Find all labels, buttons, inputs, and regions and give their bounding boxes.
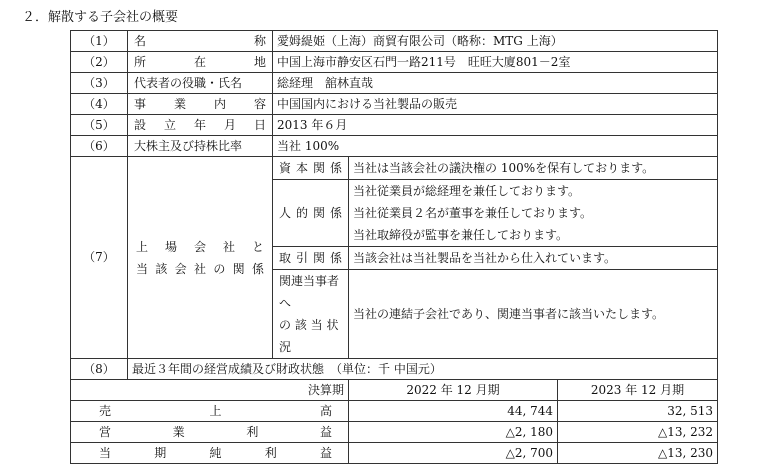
row-number: （4） xyxy=(71,94,128,115)
label-char: 資 xyxy=(279,160,292,175)
row-value: 当社 100% xyxy=(273,136,718,157)
label-char: 該 xyxy=(155,261,168,276)
label-char: 本 xyxy=(295,160,308,175)
financial-value: 32, 513 xyxy=(558,401,718,422)
label-char: 社 xyxy=(222,239,235,254)
label-char: 場 xyxy=(164,239,177,254)
row-value: 中国上海市静安区石門一路211号 旺旺大廈801－2室 xyxy=(273,52,718,73)
row-value: 総経理 舘林直哉 xyxy=(273,73,718,94)
row-number: （8） xyxy=(71,359,128,380)
label-char: 営 xyxy=(99,424,112,439)
relation-sub-label xyxy=(273,247,349,270)
period-year: 2023 年 12 月期 xyxy=(558,380,718,401)
label-char: 高 xyxy=(319,403,332,418)
overview-row xyxy=(71,73,718,94)
label-char: 関 xyxy=(312,160,325,175)
label-char: 内 xyxy=(213,96,226,111)
relation-value xyxy=(349,157,718,180)
label-char: 容 xyxy=(253,96,266,111)
financial-label xyxy=(71,443,349,464)
relation-row xyxy=(71,157,718,180)
row-label: 代表者の役職・氏名 xyxy=(128,73,273,94)
financial-header-row xyxy=(71,380,718,401)
row-number: （7） xyxy=(71,157,128,359)
label-char: 取 xyxy=(279,250,292,265)
label-char: の xyxy=(213,261,226,276)
financial-value: △2, 700 xyxy=(349,443,558,464)
row-label: 大株主及び持株比率 xyxy=(128,136,273,157)
relation-sub-label-line: の 該 当 状 況 xyxy=(279,318,339,354)
label-char: 係 xyxy=(329,205,342,220)
relation-sub-label xyxy=(273,157,349,180)
label-char: 当 xyxy=(136,261,149,276)
label-char: 関 xyxy=(312,205,325,220)
overview-row xyxy=(71,94,718,115)
row-label xyxy=(128,52,273,73)
period-label: 決算期 xyxy=(71,380,349,401)
period-year: 2022 年 12 月期 xyxy=(349,380,558,401)
financial-row xyxy=(71,443,718,464)
financial-value: △13, 230 xyxy=(558,443,718,464)
label-char: 月 xyxy=(223,117,236,132)
relation-value xyxy=(349,270,718,359)
financial-title: 最近３年間の経営成績及び財政状態 （単位：千 中国元） xyxy=(128,359,718,380)
row-label xyxy=(128,115,273,136)
label-char: 利 xyxy=(246,424,259,439)
label-char: 期 xyxy=(154,445,167,460)
financial-row xyxy=(71,422,718,443)
label-char: 売 xyxy=(99,403,112,418)
label-char: 人 xyxy=(279,205,292,220)
label-char: 係 xyxy=(251,261,264,276)
row-label xyxy=(128,31,273,52)
label-char: 利 xyxy=(264,445,277,460)
relation-value xyxy=(349,180,718,247)
financial-label xyxy=(71,422,349,443)
row-number: （3） xyxy=(71,73,128,94)
row-value: 2013 年６月 xyxy=(273,115,718,136)
relation-value-line: 当社は当該会社の議決権の 100%を保有しております。 xyxy=(353,161,655,175)
overview-row xyxy=(71,136,718,157)
label-char: 業 xyxy=(173,96,186,111)
relation-value-line: 当社取締役が監事を兼任しております。 xyxy=(353,228,569,242)
label-char: 的 xyxy=(295,205,308,220)
label-char: 在 xyxy=(193,54,206,69)
relation-value-line: 当社従業員が総経理を兼任しております。 xyxy=(353,184,581,198)
relation-value-line: 当社の連結子会社であり、関連当事者に該当いたします。 xyxy=(353,307,665,321)
label-char: 係 xyxy=(329,160,342,175)
label-char: 年 xyxy=(193,117,206,132)
overview-row xyxy=(71,52,718,73)
row-number: （2） xyxy=(71,52,128,73)
section-heading: ２．解散する子会社の概要 xyxy=(22,10,179,25)
financial-title-row xyxy=(71,359,718,380)
label-char: 引 xyxy=(295,250,308,265)
label-char: 名 xyxy=(134,33,147,48)
row-number: （1） xyxy=(71,31,128,52)
label-char: 立 xyxy=(163,117,176,132)
label-char: 事 xyxy=(134,96,147,111)
label-char: 益 xyxy=(319,424,332,439)
relation-value-line: 当該会社は当社製品を当社から仕入れています。 xyxy=(353,251,617,265)
relation-sub-label xyxy=(273,180,349,247)
label-char: 純 xyxy=(209,445,222,460)
relation-value-line: 当社従業員２名が董事を兼任しております。 xyxy=(353,206,593,220)
relation-label xyxy=(128,157,273,359)
relation-sub-label xyxy=(273,270,349,359)
label-char: 所 xyxy=(134,54,147,69)
financial-row xyxy=(71,401,718,422)
label-char: 設 xyxy=(134,117,147,132)
label-char: 日 xyxy=(253,117,266,132)
row-number: （6） xyxy=(71,136,128,157)
subsidiary-overview-table xyxy=(70,30,718,464)
label-char: 係 xyxy=(329,250,342,265)
label-char: と xyxy=(251,239,264,254)
relation-value xyxy=(349,247,718,270)
label-char: 社 xyxy=(193,261,206,276)
relation-sub-label-line: 関連当事者へ xyxy=(279,274,340,310)
label-char: 益 xyxy=(319,445,332,460)
financial-value: △2, 180 xyxy=(349,422,558,443)
row-label xyxy=(128,94,273,115)
financial-value: 44, 744 xyxy=(349,401,558,422)
label-char: 当 xyxy=(99,445,112,460)
financial-value: △13, 232 xyxy=(558,422,718,443)
label-char: 関 xyxy=(312,250,325,265)
overview-row xyxy=(71,115,718,136)
row-value: 中国国内における当社製品の販売 xyxy=(273,94,718,115)
label-char: 上 xyxy=(209,403,222,418)
financial-label xyxy=(71,401,349,422)
label-char: 会 xyxy=(193,239,206,254)
label-char: 上 xyxy=(136,239,149,254)
label-char: 業 xyxy=(172,424,185,439)
overview-row xyxy=(71,31,718,52)
label-char: 地 xyxy=(253,54,266,69)
label-char: 称 xyxy=(253,33,266,48)
row-number: （5） xyxy=(71,115,128,136)
label-char: 関 xyxy=(232,261,245,276)
label-char: 会 xyxy=(174,261,187,276)
row-value: 愛姆緹姫（上海）商貿有限公司（略称：MTG 上海） xyxy=(273,31,718,52)
